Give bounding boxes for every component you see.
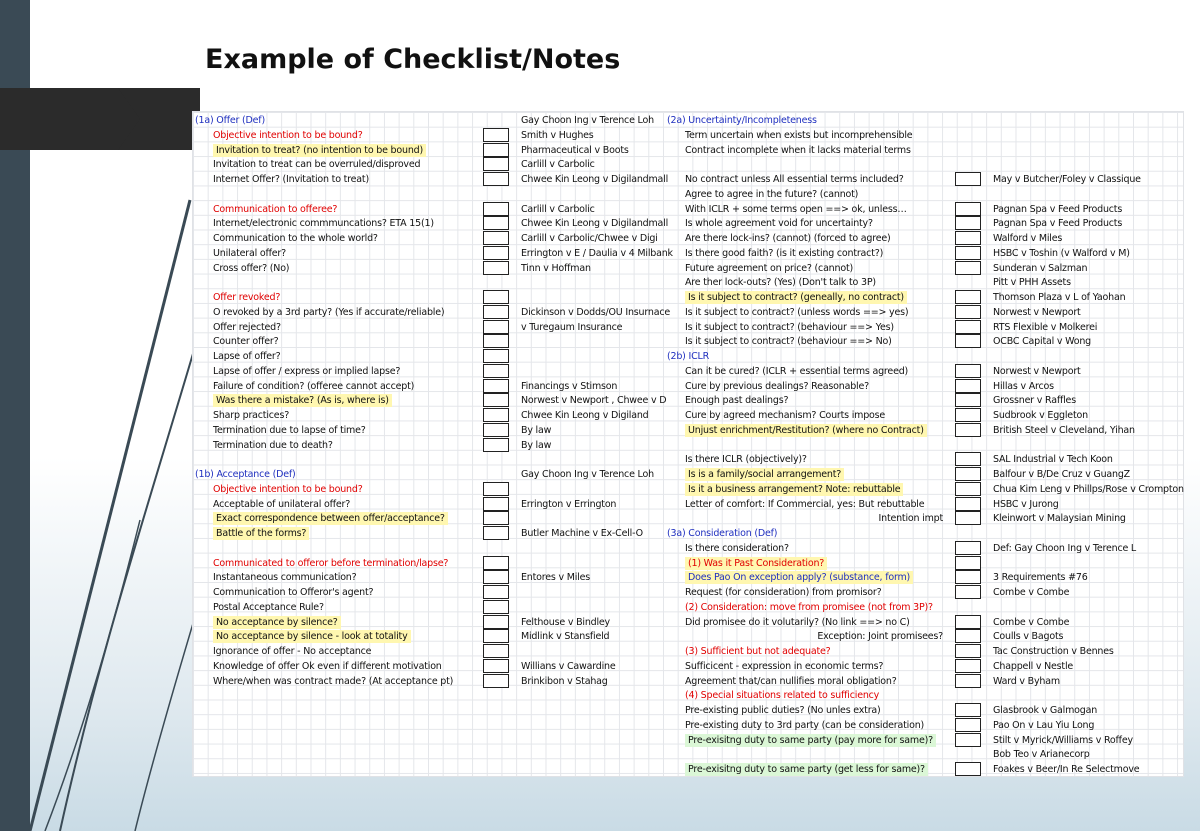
case-reference: Norwest v Newport [993, 306, 1081, 318]
checkbox[interactable] [483, 216, 509, 230]
checkbox[interactable] [483, 497, 509, 511]
checklist-item: Battle of the forms? [213, 527, 309, 540]
checklist-item: (3a) Consideration (Def) [667, 528, 778, 539]
case-reference: Sunderan v Salzman [993, 262, 1088, 274]
checklist-item: Knowledge of offer Ok even if different motivation [213, 660, 442, 672]
checklist-item: Pre-exisitng duty to same party (pay more for same)? [685, 734, 936, 747]
checkbox[interactable] [955, 305, 981, 319]
checklist-item: Sharp practices? [213, 410, 290, 421]
case-reference: Willians v Cawardine [521, 660, 616, 672]
checklist-item: (2b) ICLR [667, 351, 710, 362]
checkbox[interactable] [955, 246, 981, 260]
checkbox[interactable] [955, 216, 981, 230]
checkbox[interactable] [483, 482, 509, 496]
checkbox[interactable] [483, 674, 509, 688]
checklist-item: (1a) Offer (Def) [195, 115, 265, 126]
case-reference: 3 Requirements #76 [993, 572, 1088, 584]
checkbox[interactable] [955, 261, 981, 275]
case-reference: Brinkibon v Stahag [521, 675, 608, 687]
case-reference: Combe v Combe [993, 587, 1070, 598]
checklist-item: Invitation to treat can be overruled/disproved [213, 159, 421, 171]
checkbox[interactable] [955, 364, 981, 378]
checklist-item: Termination due to lapse of time? [213, 424, 366, 436]
checkbox[interactable] [955, 541, 981, 555]
checkbox[interactable] [483, 600, 509, 614]
case-reference: Pitt v PHH Assets [993, 277, 1071, 289]
checklist-item: Offer rejected? [213, 321, 281, 333]
checklist-item: With ICLR + some terms open ==> ok, unless… [685, 203, 907, 215]
checkbox[interactable] [483, 585, 509, 599]
case-reference: Def: Gay Choon Ing v Terence L [993, 542, 1137, 554]
case-reference: Chwee Kin Leong v Digiland [521, 410, 649, 421]
case-reference: Chwee Kin Leong v Digilandmall [521, 174, 669, 185]
case-reference: Pagnan Spa v Feed Products [993, 218, 1123, 230]
checklist-item: Is it subject to contract? (unless words ==> yes) [685, 306, 909, 318]
checklist-item: Internet/electronic commmuncations? ETA 15(1) [213, 218, 434, 230]
case-reference: Norwest v Newport , Chwee v D [521, 395, 667, 407]
checkbox[interactable] [955, 231, 981, 245]
checkbox[interactable] [955, 570, 981, 584]
checkbox[interactable] [955, 762, 981, 776]
checkbox[interactable] [483, 526, 509, 540]
checklist-item: Invitation to treat? (no intention to be bound) [213, 144, 426, 157]
checklist-item: Pre-existing public duties? (No unles extra) [685, 705, 881, 716]
checklist-item: Objective intention to be bound? [213, 129, 363, 141]
checkbox[interactable] [483, 629, 509, 643]
checklist-item: Is is a family/social arrangement? [685, 468, 844, 481]
checklist-item: Acceptable of unilateral offer? [213, 498, 351, 510]
case-reference: May v Butcher/Foley v Classique [993, 174, 1141, 185]
checkbox[interactable] [483, 393, 509, 407]
case-reference: HSBC v Jurong [993, 498, 1059, 510]
case-reference: Chua Kim Leng v Phillps/Rose v Crompton [993, 483, 1184, 495]
case-reference: Combe v Combe [993, 616, 1070, 628]
case-reference: Bob Teo v Arianecorp [993, 749, 1090, 761]
case-reference: Hillas v Arcos [993, 380, 1054, 392]
checkbox[interactable] [955, 202, 981, 216]
checklist-item: Can it be cured? (ICLR + essential terms agreed) [685, 365, 909, 377]
checkbox[interactable] [955, 629, 981, 643]
checkbox[interactable] [955, 290, 981, 304]
checklist-item: Future agreement on price? (cannot) [685, 262, 853, 274]
checklist-item: (2) Consideration: move from promisee (not from 3P)? [685, 601, 933, 613]
checklist-item: Does Pao On exception apply? (substance, form) [685, 571, 913, 584]
checklist-item: Is there consideration? [685, 542, 789, 554]
checklist-item: Did promisee do it volutarily? (No link ==> no C) [685, 616, 910, 628]
checkbox[interactable] [955, 615, 981, 629]
case-reference: Financings v Stimson [521, 380, 618, 392]
case-reference: Gay Choon Ing v Terence Loh [521, 115, 654, 126]
checklist-item: Unilateral offer? [213, 247, 286, 259]
checkbox[interactable] [955, 556, 981, 570]
checklist-item: Communication to offeree? [213, 203, 338, 215]
checklist-item: O revoked by a 3rd party? (Yes if accurate/reliable) [213, 306, 445, 318]
checklist-item: Letter of comfort: If Commercial, yes: But rebuttable [685, 498, 925, 510]
checklist-item: Pre-existing duty to 3rd party (can be consideration) [685, 719, 925, 731]
checklist-item: Pre-exisitng duty to same party (get less for same)? [685, 763, 928, 776]
checklist-item: Internet Offer? (Invitation to treat) [213, 174, 369, 185]
case-reference: HSBC v Toshin (v Walford v M) [993, 247, 1130, 259]
checkbox[interactable] [955, 393, 981, 407]
case-reference: Butler Machine v Ex-Cell-O [521, 528, 643, 539]
checklist-item: (1b) Acceptance (Def) [195, 469, 296, 480]
checkbox[interactable] [955, 482, 981, 496]
checkbox[interactable] [483, 364, 509, 378]
case-reference: SAL Industrial v Tech Koon [993, 454, 1113, 466]
checklist-item: Lapse of offer / express or implied lapse? [213, 365, 401, 377]
case-reference: Stilt v Myrick/Williams v Roffey [993, 734, 1133, 746]
checkbox[interactable] [955, 452, 981, 466]
checklist-item: Is it a business arrangement? Note: rebuttable [685, 483, 903, 496]
case-reference: British Steel v Cleveland, Yihan [993, 424, 1135, 436]
case-reference: Grossner v Raffles [993, 395, 1076, 407]
checkbox[interactable] [483, 408, 509, 422]
checkbox[interactable] [483, 615, 509, 629]
checklist-item: Where/when was contract made? (At acceptance pt) [213, 675, 454, 687]
case-reference: Sudbrook v Eggleton [993, 410, 1088, 421]
checklist-item: Agreement that/can nullifies moral obligation? [685, 675, 897, 687]
case-reference: Errington v Errington [521, 498, 617, 510]
case-reference: Carlill v Carbolic [521, 203, 595, 215]
checkbox[interactable] [955, 423, 981, 437]
checklist-item: Communication to the whole world? [213, 233, 378, 244]
checklist-item: Termination due to death? [213, 439, 333, 451]
case-reference: Kleinwort v Malaysian Mining [993, 513, 1126, 525]
checkbox[interactable] [483, 659, 509, 673]
case-reference: Tinn v Hoffman [521, 262, 591, 274]
checkbox[interactable] [483, 157, 509, 171]
checklist-item: No acceptance by silence - look at totality [213, 630, 411, 643]
case-reference: OCBC Capital v Wong [993, 336, 1091, 348]
case-reference: Norwest v Newport [993, 365, 1081, 377]
case-reference: By law [521, 424, 552, 436]
checklist-item: Are ther lock-outs? (Yes) (Don't talk to 3P) [685, 277, 876, 289]
checkbox[interactable] [955, 408, 981, 422]
checkbox[interactable] [955, 659, 981, 673]
checklist-item: Is it subject to contract? (geneally, no contract) [685, 291, 907, 304]
case-reference: Pagnan Spa v Feed Products [993, 203, 1123, 215]
checklist-item: Exception: Joint promisees? [817, 631, 943, 643]
checkbox[interactable] [483, 349, 509, 363]
checkbox[interactable] [483, 202, 509, 216]
checkbox[interactable] [955, 703, 981, 717]
checklist-item: Request (for consideration) from promisor? [685, 587, 882, 598]
checkbox[interactable] [483, 556, 509, 570]
checkbox[interactable] [483, 511, 509, 525]
checkbox[interactable] [955, 172, 981, 186]
case-reference: Balfour v B/De Cruz v GuangZ [993, 469, 1130, 480]
checkbox[interactable] [483, 261, 509, 275]
checkbox[interactable] [955, 585, 981, 599]
checkbox[interactable] [483, 305, 509, 319]
case-reference: Foakes v Beer/In Re Selectmove [993, 764, 1140, 775]
checklist-item: Counter offer? [213, 336, 279, 348]
checklist-item: (4) Special situations related to sufficiency [685, 690, 880, 702]
checkbox[interactable] [483, 143, 509, 157]
checkbox[interactable] [483, 290, 509, 304]
checkbox[interactable] [483, 644, 509, 658]
case-reference: Errington v E / Daulia v 4 Milbank [521, 247, 673, 259]
checkbox[interactable] [483, 438, 509, 452]
case-reference: Gay Choon Ing v Terence Loh [521, 469, 654, 480]
checkbox[interactable] [955, 733, 981, 747]
case-reference: Entores v Miles [521, 572, 590, 584]
checklist-item: Sufficicent - expression in economic terms? [685, 660, 884, 672]
checklist-item: Is it subject to contract? (behaviour ==> Yes) [685, 321, 894, 333]
checklist-item: (2a) Uncertainty/Incompleteness [667, 115, 817, 126]
checklist-item: Communication to Offeror's agent? [213, 587, 374, 598]
case-reference: Glasbrook v Galmogan [993, 705, 1098, 716]
checkbox[interactable] [955, 497, 981, 511]
checklist-item: Objective intention to be bound? [213, 483, 363, 495]
case-reference: Midlink v Stansfield [521, 631, 610, 643]
checklist-item: Enough past dealings? [685, 395, 789, 407]
checklist-item: (1) Was it Past Consideration? [685, 557, 827, 570]
checkbox[interactable] [955, 644, 981, 658]
case-reference: Thomson Plaza v L of Yaohan [993, 292, 1126, 303]
checklist-item: Agree to agree in the future? (cannot) [685, 188, 859, 200]
checklist-item: Is whole agreement void for uncertainty? [685, 218, 873, 230]
case-reference: Carlill v Carbolic/Chwee v Digi [521, 233, 658, 244]
checklist-item: Cross offer? (No) [213, 262, 290, 274]
checklist-item: Ignorance of offer - No acceptance [213, 646, 372, 657]
checklist-item: Instantaneous communication? [213, 572, 357, 584]
checklist-item: Exact correspondence between offer/acceptance? [213, 512, 448, 525]
case-reference: Chwee Kin Leong v Digilandmall [521, 218, 669, 230]
checkbox[interactable] [483, 379, 509, 393]
checkbox[interactable] [483, 172, 509, 186]
checkbox[interactable] [955, 674, 981, 688]
case-reference: Pao On v Lau Yiu Long [993, 719, 1095, 731]
checkbox[interactable] [483, 128, 509, 142]
checkbox[interactable] [955, 718, 981, 732]
checklist-item: (3) Sufficient but not adequate? [685, 646, 831, 657]
checkbox[interactable] [483, 570, 509, 584]
checklist-item: Cure by agreed mechanism? Courts impose [685, 410, 886, 421]
checkbox[interactable] [955, 379, 981, 393]
checklist-item: Is there ICLR (objectively)? [685, 454, 807, 466]
checkbox[interactable] [483, 320, 509, 334]
checklist-item: Was there a mistake? (As is, where is) [213, 394, 392, 407]
case-reference: Coulls v Bagots [993, 631, 1064, 643]
case-reference: Dickinson v Dodds/OU Insurnace [521, 306, 671, 318]
case-reference: Tac Construction v Bennes [993, 646, 1114, 657]
checklist-item: Failure of condition? (offeree cannot accept) [213, 380, 415, 392]
checklist-item: Intention impt [878, 513, 943, 525]
case-reference: Carlill v Carbolic [521, 159, 595, 171]
checklist-item: Cure by previous dealings? Reasonable? [685, 380, 869, 392]
decorative-swoosh [0, 0, 200, 831]
checklist-item: Communicated to offeror before termination/lapse? [213, 557, 449, 569]
checkbox[interactable] [955, 334, 981, 348]
checkbox[interactable] [483, 231, 509, 245]
case-reference: By law [521, 439, 552, 451]
case-reference: Walford v Miles [993, 233, 1063, 244]
case-reference: Chappell v Nestle [993, 660, 1074, 672]
checklist-item: Postal Acceptance Rule? [213, 601, 324, 613]
checklist-item: Is it subject to contract? (behaviour ==> No) [685, 336, 892, 348]
checklist-item: Unjust enrichment/Restitution? (where no Contract) [685, 424, 927, 437]
checklist-item: Contract incomplete when it lacks material terms [685, 144, 911, 156]
checkbox[interactable] [955, 320, 981, 334]
checkbox[interactable] [483, 246, 509, 260]
case-reference: Ward v Byham [993, 675, 1060, 687]
checklist-item: No acceptance by silence? [213, 616, 341, 629]
case-reference: RTS Flexible v Molkerei [993, 321, 1098, 333]
checklist-item: Is there good faith? (is it existing contract?) [685, 247, 884, 259]
checklist-item: Term uncertain when exists but incomprehensible [685, 129, 913, 141]
checkbox[interactable] [955, 511, 981, 525]
checklist-item: No contract unless All essential terms included? [685, 174, 904, 185]
case-reference: Pharmaceutical v Boots [521, 144, 629, 156]
case-reference: Felthouse v Bindley [521, 616, 610, 628]
checklist-item: Offer revoked? [213, 292, 281, 303]
checklist-sheet [192, 111, 1184, 777]
checklist-item: Are there lock-ins? (cannot) (forced to agree) [685, 233, 891, 244]
case-reference: v Turegaum Insurance [521, 321, 623, 333]
page-title: Example of Checklist/Notes [205, 44, 621, 75]
checkbox[interactable] [955, 467, 981, 481]
checklist-item: Lapse of offer? [213, 351, 281, 362]
checkbox[interactable] [483, 334, 509, 348]
checkbox[interactable] [483, 423, 509, 437]
case-reference: Smith v Hughes [521, 129, 594, 141]
